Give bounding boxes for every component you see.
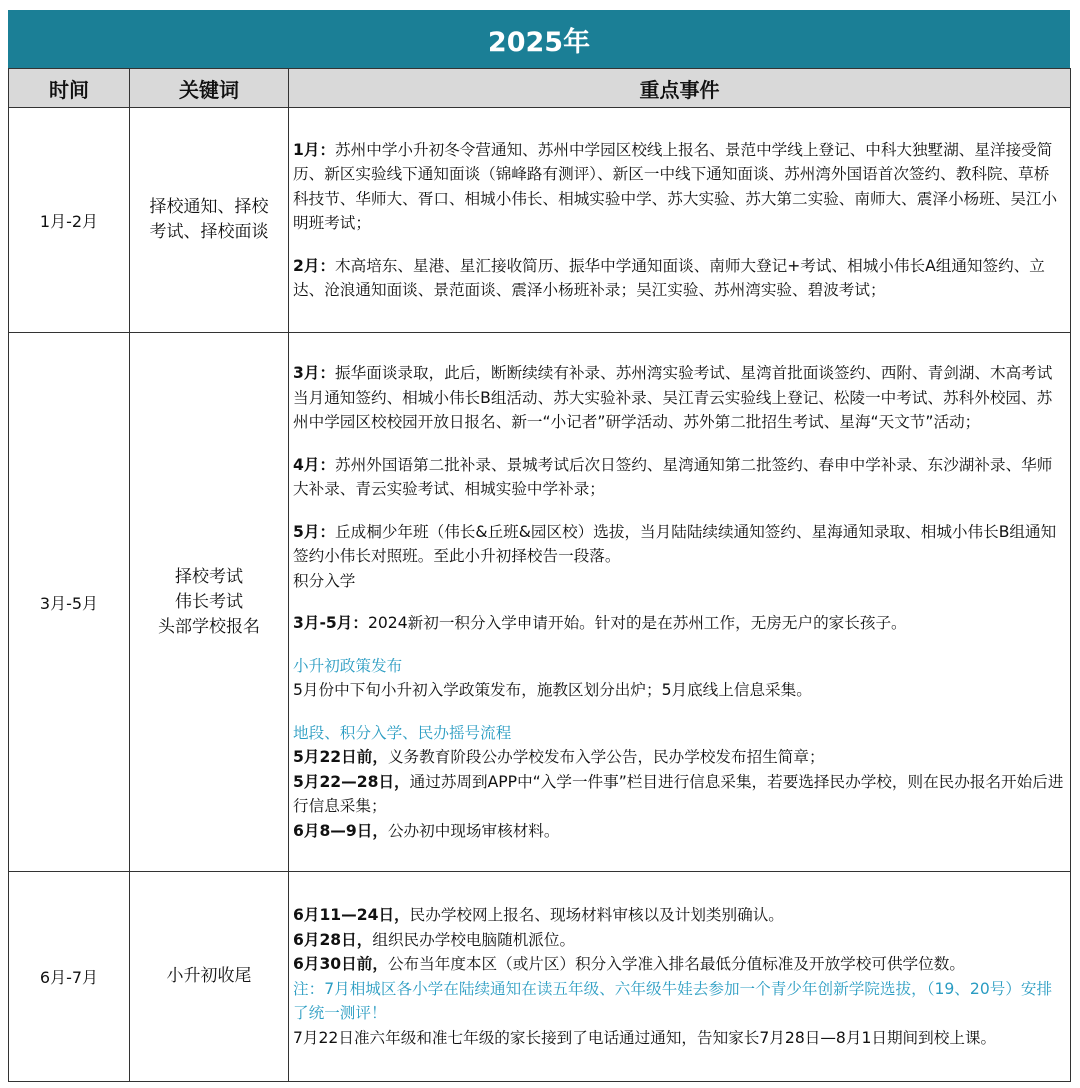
event-paragraph (293, 745, 1064, 770)
keyword-line: 考试、择校面谈 (149, 222, 269, 242)
event-text: 2024新初一积分入学申请开始。针对的是在苏州工作，无房无户的家长孩子。 (367, 614, 907, 632)
event-text: 公布当年度本区（或片区）积分入学准入排名最低分值标准及开放学校可供学位数。 (387, 955, 965, 973)
note-text: 注：7月相城区各小学在陆续通知在读五年级、六年级牛娃去参加一个青少年创新学院选拔，（19、20号）安排了统一测评！ (293, 979, 1053, 1022)
table-row (9, 333, 1071, 872)
event-paragraph (293, 611, 1064, 636)
keyword-line: 择校通知、择校 (149, 197, 269, 217)
policy-text: 5月份中下旬小升初入学政策发布，施教区划分出炉；5月底线上信息采集。 (293, 681, 812, 699)
event-paragraph (293, 254, 1064, 303)
points-admission-line: 积分入学 (293, 571, 356, 590)
events-cell (289, 872, 1071, 1082)
event-text: 苏州中学小升初冬令营通知、苏州中学园区校线上报名、景范中学线上登记、中科大独墅湖、星洋接受简历、新区实验线下通知面谈（锦峰路有测评）、新区一中线下通知面谈、苏州湾外国语首次签约、教科院、草桥科技节、华师大、胥口、相城小伟长、相城实验中学、苏大实验、苏大第二实验、南师大、震泽小杨班、吴江小明班考试； (293, 140, 1058, 232)
date-label: 6月8—9日， (293, 821, 388, 840)
date-label: 6月30日前， (293, 955, 388, 973)
keyword-line: 伟长考试 (175, 591, 243, 612)
event-text: 通过苏周到APP中“入学一件事”栏目进行信息采集，若要选择民办学校，则在民办报名开始后进行信息采集； (293, 772, 1064, 815)
event-text: 义务教育阶段公办学校发布入学公告，民办学校发布招生简章； (387, 748, 825, 766)
event-paragraph (293, 819, 1064, 844)
policy-heading: 小升初政策发布 (293, 656, 403, 675)
table-row (9, 872, 1071, 1082)
month-label: 3月-5月： (293, 614, 368, 632)
events-column-header: 重点事件 (289, 69, 1071, 108)
event-paragraph (293, 138, 1064, 236)
month-label: 3月： (293, 364, 336, 382)
time-cell: 3月-5月 (9, 333, 130, 872)
keyword-line: 小升初收尾 (166, 966, 252, 986)
event-text: 公办初中现场审核材料。 (387, 821, 560, 840)
keyword-line: 头部学校报名 (158, 616, 260, 637)
month-label: 1月： (293, 140, 336, 159)
events-cell (289, 108, 1071, 333)
events-cell (289, 333, 1071, 872)
event-text: 民办学校网上报名、现场材料审核以及计划类别确认。 (409, 906, 784, 924)
year-title: 2025年 (8, 10, 1070, 68)
event-paragraph: 7月22日准六年级和准七年级的家长接到了电话通过通知，告知家长7月28日—8月1日期间到校上课。 (293, 1028, 997, 1047)
event-paragraph (293, 453, 1064, 502)
keyword-line: 择校考试 (175, 566, 243, 587)
time-column-header: 时间 (9, 69, 130, 108)
event-text: 木高培东、星港、星汇接收简历、振华中学通知面谈、南师大登记+考试、相城小伟长A组通知签约、立达、沧浪通知面谈、景范面谈、震泽小杨班补录；吴江实验、苏州湾实验、碧波考试； (293, 256, 1045, 299)
flow-heading: 地段、积分入学、民办摇号流程 (293, 723, 512, 742)
month-label: 4月： (293, 455, 336, 474)
event-paragraph (293, 361, 1064, 435)
time-cell: 6月-7月 (9, 872, 130, 1082)
event-text: 振华面谈录取，此后，断断续续有补录、苏州湾实验考试、星湾首批面谈签约、西附、青剑湖、木高考试当月通知签约、相城小伟长B组活动、苏大实验补录、吴江青云实验线上登记、松陵一中考试、苏科外校园、苏州中学园区校校园开放日报名、新一“小记者”研学活动、苏外第二批招生考试、星海“天文节”活动； (293, 364, 1053, 431)
keywords-column-header: 关键词 (130, 69, 289, 108)
event-text: 苏州外国语第二批补录、景城考试后次日签约、星湾通知第二批签约、春申中学补录、东沙湖补录、华师大补录、青云实验考试、相城实验中学补录； (293, 455, 1053, 498)
keywords-cell (130, 333, 289, 872)
keywords-cell (130, 872, 289, 1082)
date-label: 6月28日， (293, 930, 373, 949)
event-text: 丘成桐少年班（伟长&丘班&园区校）选拔，当月陆陆续续通知签约、星海通知录取、相城小伟长B组通知签约小伟长对照班。至此小升初择校告一段落。 (293, 522, 1057, 565)
event-paragraph (293, 903, 1064, 928)
event-paragraph (293, 928, 1064, 953)
date-label: 6月11—24日， (293, 906, 410, 924)
month-label: 5月： (293, 522, 336, 541)
keywords-cell (130, 108, 289, 333)
event-text: 组织民办学校电脑随机派位。 (372, 930, 576, 949)
time-cell: 1月-2月 (9, 108, 130, 333)
event-paragraph (293, 520, 1064, 569)
month-label: 2月： (293, 256, 336, 275)
date-label: 5月22日前， (293, 748, 388, 766)
table-header-row (9, 69, 1071, 108)
event-paragraph (293, 952, 1064, 977)
date-label: 5月22—28日， (293, 772, 410, 791)
events-table (8, 68, 1071, 1082)
table-row (9, 108, 1071, 333)
event-paragraph (293, 770, 1064, 819)
